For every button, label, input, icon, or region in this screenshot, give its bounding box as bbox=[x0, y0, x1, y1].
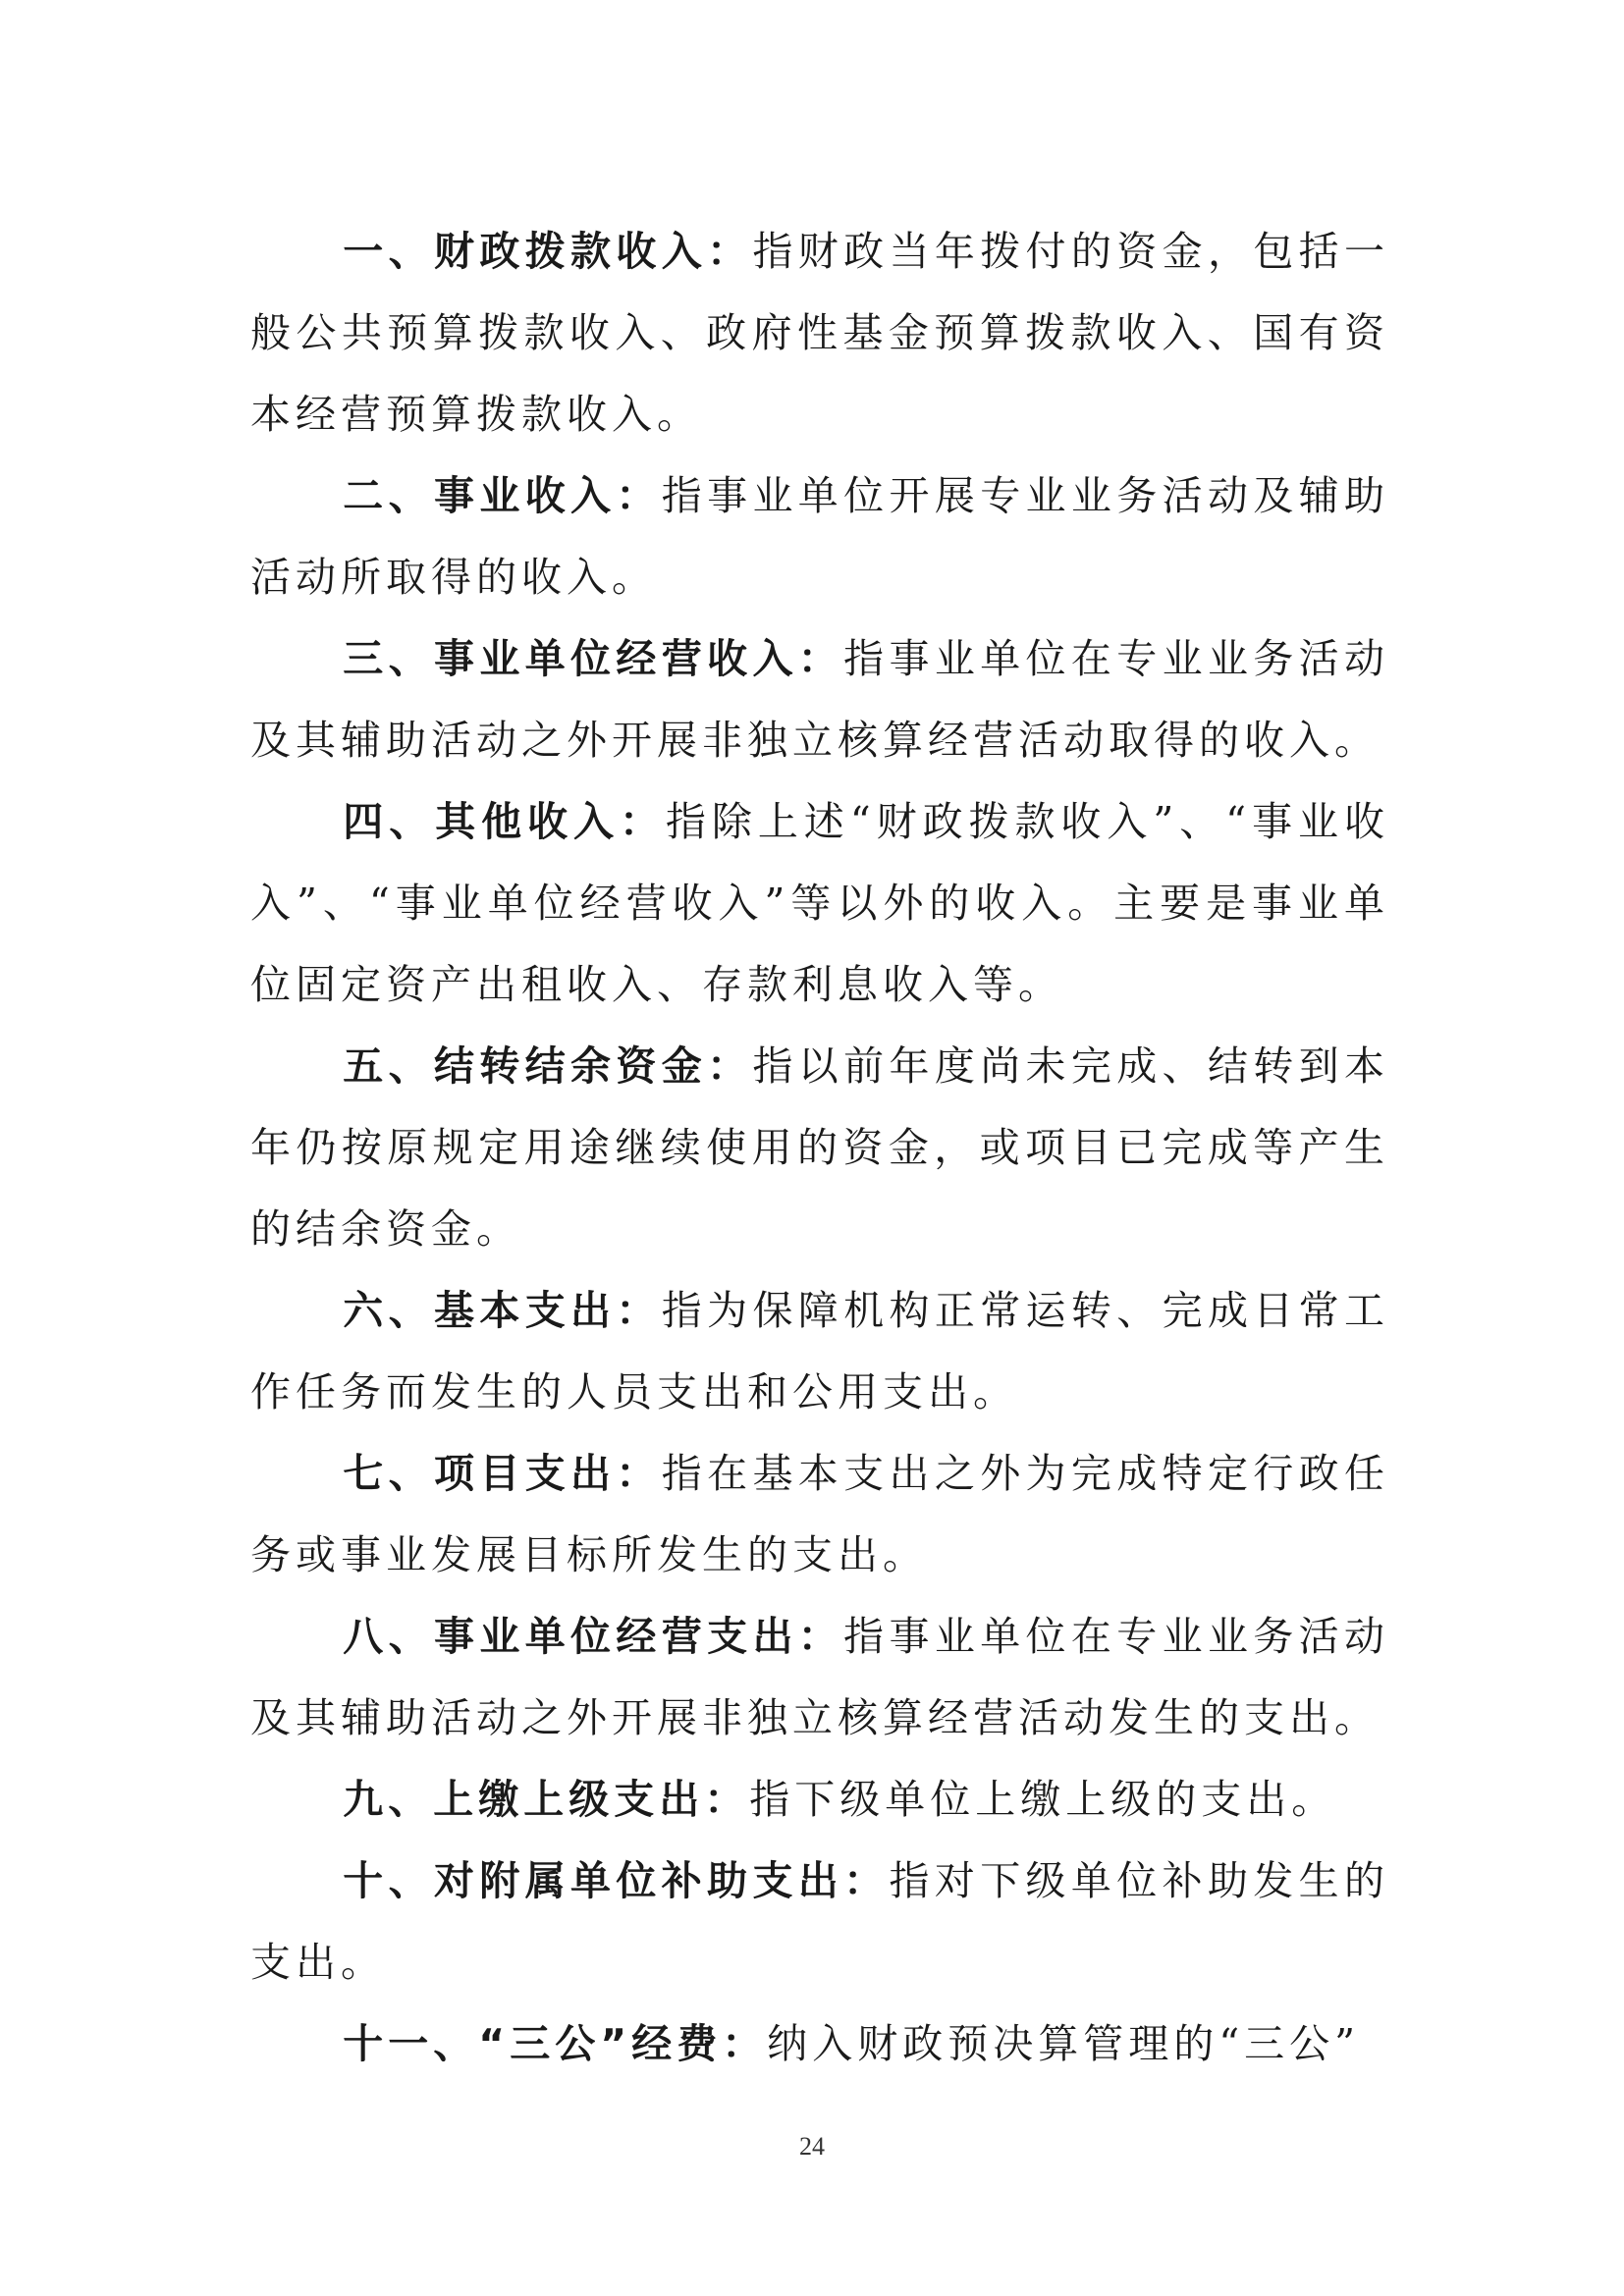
term-label: 二、事业收入： bbox=[343, 472, 662, 519]
term-definition: 指以前年度尚未完成、结转到本年仍按原规定用途继续使用的资金，或项目已完成等产生的结余资金。 bbox=[250, 1042, 1390, 1253]
term-label: 九、上缴上级支出： bbox=[343, 1776, 750, 1823]
term-definition: 指事业单位在专业业务活动及其辅助活动之外开展非独立核算经营活动取得的收入。 bbox=[250, 635, 1390, 764]
definition-paragraph bbox=[250, 1759, 1389, 1841]
definition-paragraph bbox=[250, 1433, 1389, 1596]
definition-paragraph bbox=[250, 2003, 1389, 2085]
definition-paragraph bbox=[250, 1596, 1389, 1759]
document-body bbox=[250, 211, 1389, 2085]
definition-paragraph bbox=[250, 1026, 1389, 1270]
page-number: 24 bbox=[799, 2132, 825, 2161]
term-definition: 纳入财政预决算管理的“三公” bbox=[767, 2020, 1361, 2067]
term-label: 五、结转结余资金： bbox=[343, 1042, 753, 1090]
definition-paragraph bbox=[250, 1270, 1389, 1433]
term-label: 十一、“三公”经费： bbox=[343, 2020, 768, 2067]
term-label: 六、基本支出： bbox=[343, 1287, 662, 1334]
term-definition: 指事业单位开展专业业务活动及辅助活动所取得的收入。 bbox=[250, 472, 1390, 601]
term-label: 七、项目支出： bbox=[343, 1450, 662, 1497]
term-definition: 指财政当年拨付的资金，包括一般公共预算拨款收入、政府性基金预算拨款收入、国有资本经营预算拨款收入。 bbox=[250, 228, 1390, 438]
term-label: 十、对附属单位补助支出： bbox=[343, 1857, 890, 1904]
term-definition: 指除上述“财政拨款收入”、“事业收入”、“事业单位经营收入”等以外的收入。主要是事业单位固定资产出租收入、存款利息收入等。 bbox=[250, 798, 1389, 1008]
term-definition: 指在基本支出之外为完成特定行政任务或事业发展目标所发生的支出。 bbox=[250, 1450, 1390, 1578]
definition-paragraph bbox=[250, 455, 1389, 618]
term-label: 四、其他收入： bbox=[343, 798, 666, 845]
term-label: 一、财政拨款收入： bbox=[343, 228, 753, 275]
definition-paragraph bbox=[250, 1841, 1389, 2003]
term-definition: 指事业单位在专业业务活动及其辅助活动之外开展非独立核算经营活动发生的支出。 bbox=[250, 1613, 1390, 1741]
term-label: 八、事业单位经营支出： bbox=[343, 1613, 844, 1660]
term-definition: 指为保障机构正常运转、完成日常工作任务而发生的人员支出和公用支出。 bbox=[250, 1287, 1390, 1415]
definition-paragraph bbox=[250, 781, 1389, 1026]
definition-paragraph bbox=[250, 211, 1389, 455]
term-label: 三、事业单位经营收入： bbox=[343, 635, 844, 682]
definition-paragraph bbox=[250, 618, 1389, 781]
term-definition: 指对下级单位补助发生的支出。 bbox=[250, 1857, 1390, 1986]
term-definition: 指下级单位上缴上级的支出。 bbox=[749, 1776, 1337, 1823]
